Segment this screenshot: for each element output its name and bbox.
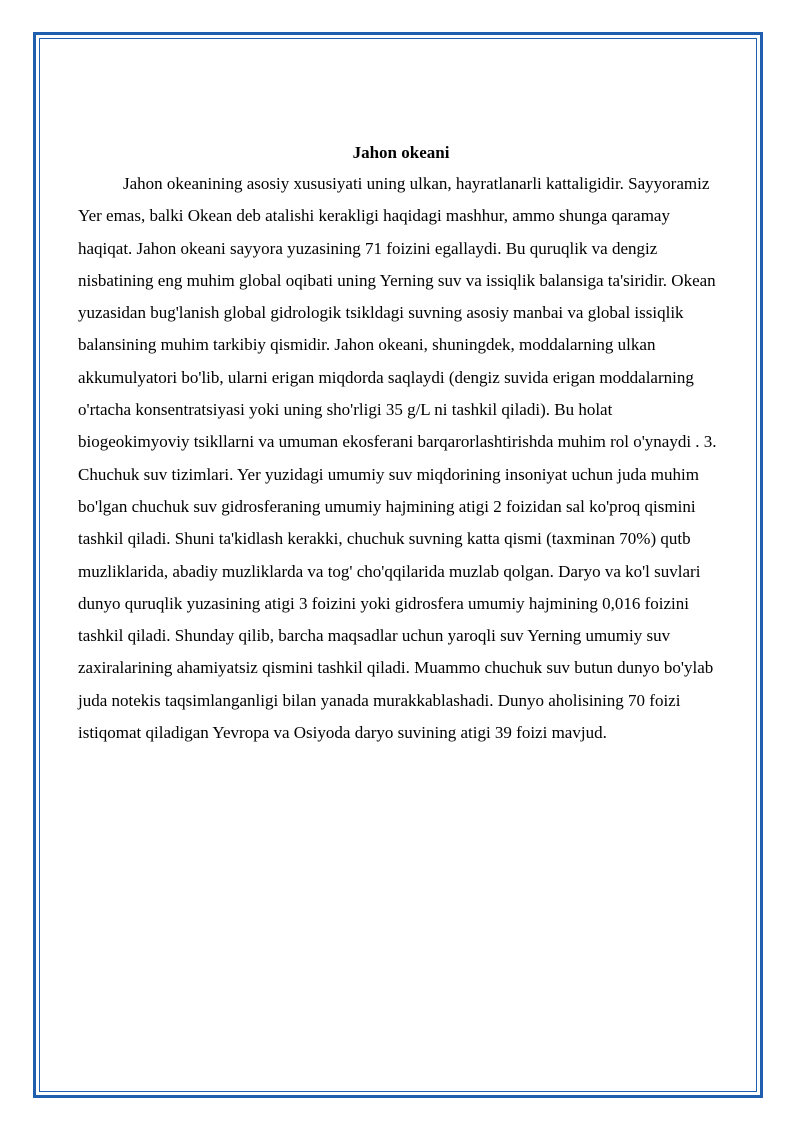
document-title: Jahon okeani [352, 143, 450, 162]
document-body-paragraph: Jahon okeanining asosiy xususiyati uning ulkan, hayratlanarli kattaligidir. Sayyoramiz Yer emas, balki Okean deb atalishi kerakligi haqidagi mashhur, ammo shunga qaramay haqiqat. Jahon okeani sayyora yuzasining 71 foizini egallaydi. Bu quruqlik va dengiz nisbatining eng muhim global oqibati uning Yerning suv va issiqlik balansiga ta'siridir. Okean yuzasidan bug'lanish global gidrologik tsikldagi suvning asosiy manbai va global issiqlik balansining muhim tarkibiy qismidir. Jahon okeani, shuningdek, moddalarning ulkan akkumulyatori bo'lib, ularni erigan miqdorda saqlaydi (dengiz suvida erigan moddalarning o'rtacha konsentratsiyasi yoki uning sho'rligi 35 g/L ni tashkil qiladi). Bu holat biogeokimyoviy tsikllarni va umuman ekosferani barqarorlashtirishda muhim rol o'ynaydi . 3. Chuchuk suv tizimlari. Yer yuzidagi umumiy suv miqdorining insoniyat uchun juda muhim bo'lgan chuchuk suv gidrosferaning umumiy hajmining atigi 2 foizidan sal ko'proq qismini tashkil qiladi. Shuni ta'kidlash kerakki, chuchuk suvning katta qismi (taxminan 70%) qutb muzliklarida, abadiy muzliklarda va tog' cho'qqilarida muzlab qolgan. Daryo va ko'l suvlari dunyo quruqlik yuzasining atigi 3 foizini yoki gidrosfera umumiy hajmining 0,016 foizini tashkil qiladi. Shunday qilib, barcha maqsadlar uchun yaroqli suv Yerning umumiy suv zaxiralarining ahamiyatsiz qismini tashkil qiladi. Muammo chuchuk suv butun dunyo bo'ylab juda notekis taqsimlanganligi bilan yanada murakkablashadi. Dunyo aholisining 70 foizi istiqomat qiladigan Yevropa va Osiyoda daryo suvining atigi 39 foizi mavjud. [78, 174, 717, 743]
document-content [78, 142, 724, 749]
